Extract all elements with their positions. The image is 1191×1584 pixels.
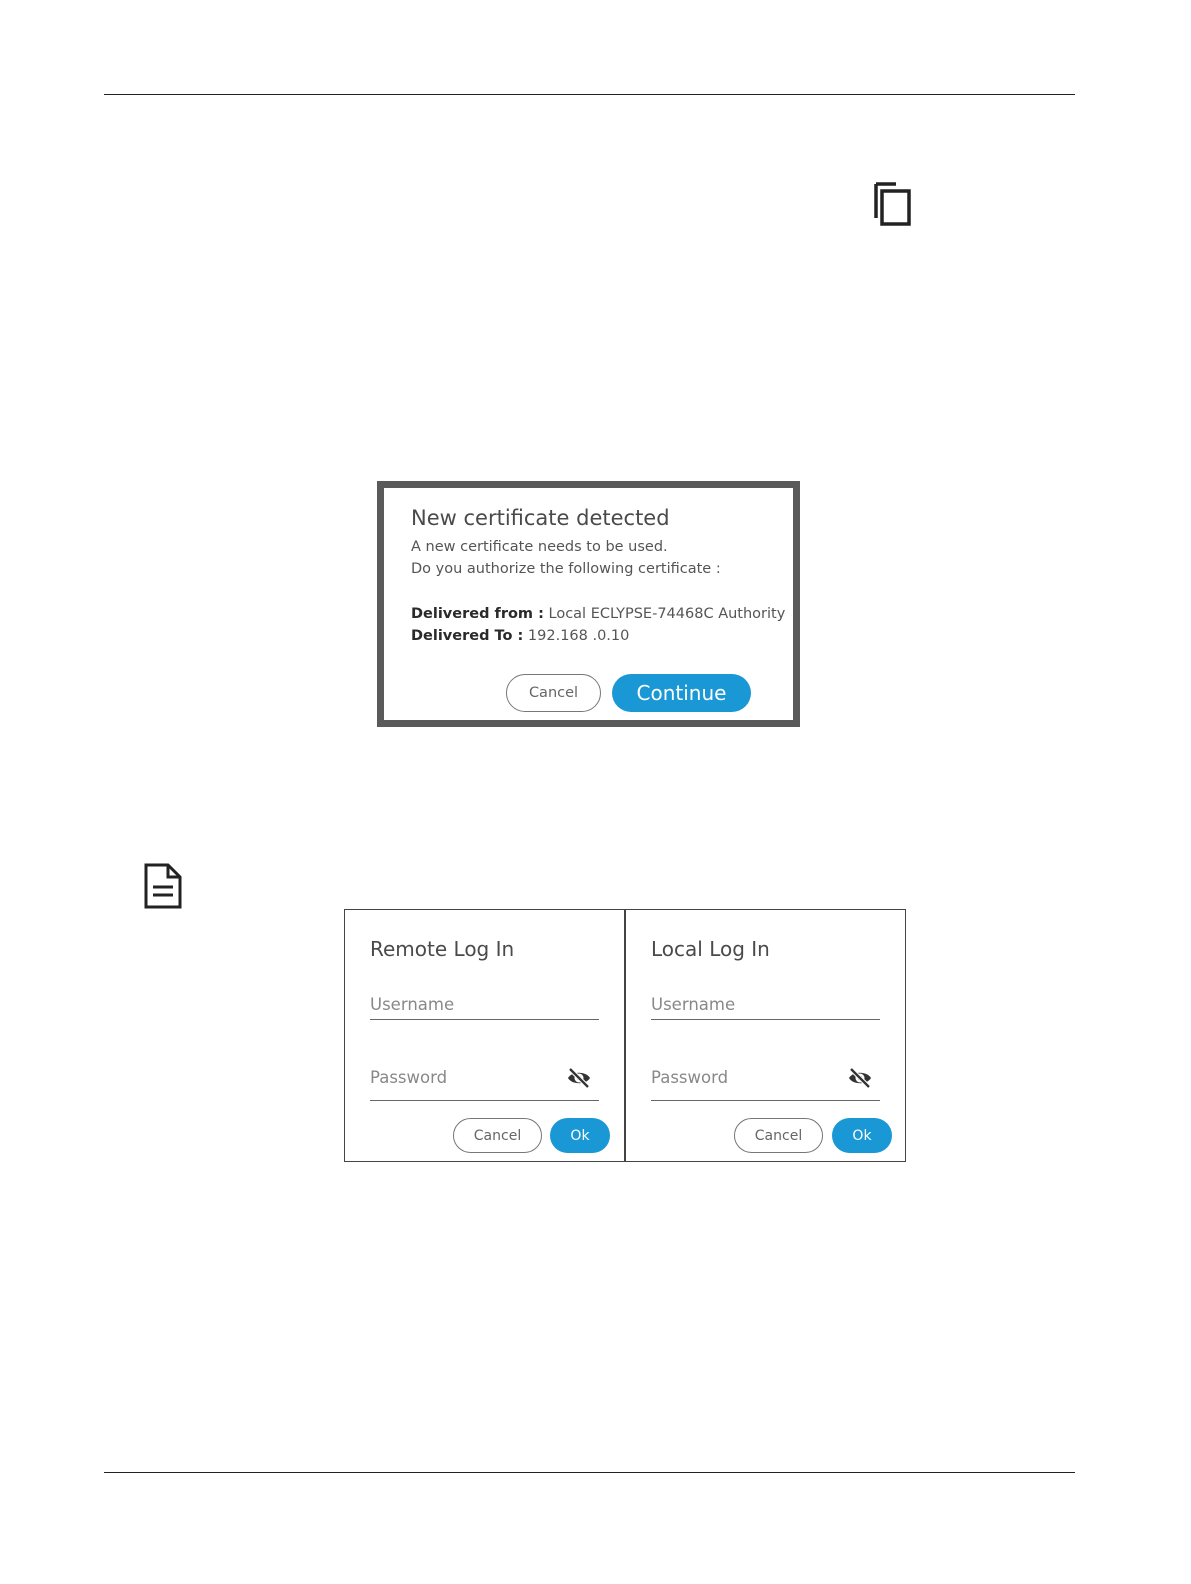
delivered-to-row [411, 628, 629, 644]
remote-login-panel [345, 910, 624, 1161]
footer-rule [104, 1472, 1075, 1473]
eye-slash-icon[interactable] [847, 1067, 873, 1089]
remote-login-title: Remote Log In [370, 937, 515, 961]
remote-cancel-button[interactable]: Cancel [453, 1118, 542, 1153]
remote-password-underline [370, 1100, 599, 1101]
eye-slash-icon[interactable] [566, 1067, 592, 1089]
local-password-input[interactable]: Password [651, 1068, 729, 1087]
certificate-message-line1: A new certificate needs to be used. [411, 539, 668, 555]
certificate-continue-button[interactable]: Continue [612, 674, 751, 712]
login-dialog [344, 909, 906, 1162]
local-ok-button[interactable]: Ok [832, 1118, 892, 1153]
certificate-message-line2: Do you authorize the following certificate : [411, 561, 721, 577]
copy-icon [873, 182, 913, 228]
delivered-to-label: Delivered To : [411, 628, 524, 644]
remote-username-input[interactable]: Username [370, 995, 455, 1014]
note-document-icon [143, 862, 183, 910]
remote-ok-button[interactable]: Ok [550, 1118, 610, 1153]
certificate-dialog-title: New certificate detected [411, 506, 670, 530]
certificate-cancel-button[interactable]: Cancel [506, 674, 601, 712]
delivered-to-value: 192.168 .0.10 [527, 628, 630, 644]
local-login-panel [626, 910, 905, 1161]
local-username-underline [651, 1019, 880, 1020]
delivered-from-label: Delivered from : [411, 606, 544, 622]
local-password-underline [651, 1100, 880, 1101]
delivered-from-value: Local ECLYPSE-74468C Authority [548, 606, 786, 622]
remote-password-input[interactable]: Password [370, 1068, 448, 1087]
local-login-title: Local Log In [651, 937, 770, 961]
local-username-input[interactable]: Username [651, 995, 736, 1014]
delivered-from-row [411, 606, 785, 622]
remote-username-underline [370, 1019, 599, 1020]
certificate-dialog [377, 481, 800, 727]
header-rule [104, 94, 1075, 95]
local-cancel-button[interactable]: Cancel [734, 1118, 823, 1153]
